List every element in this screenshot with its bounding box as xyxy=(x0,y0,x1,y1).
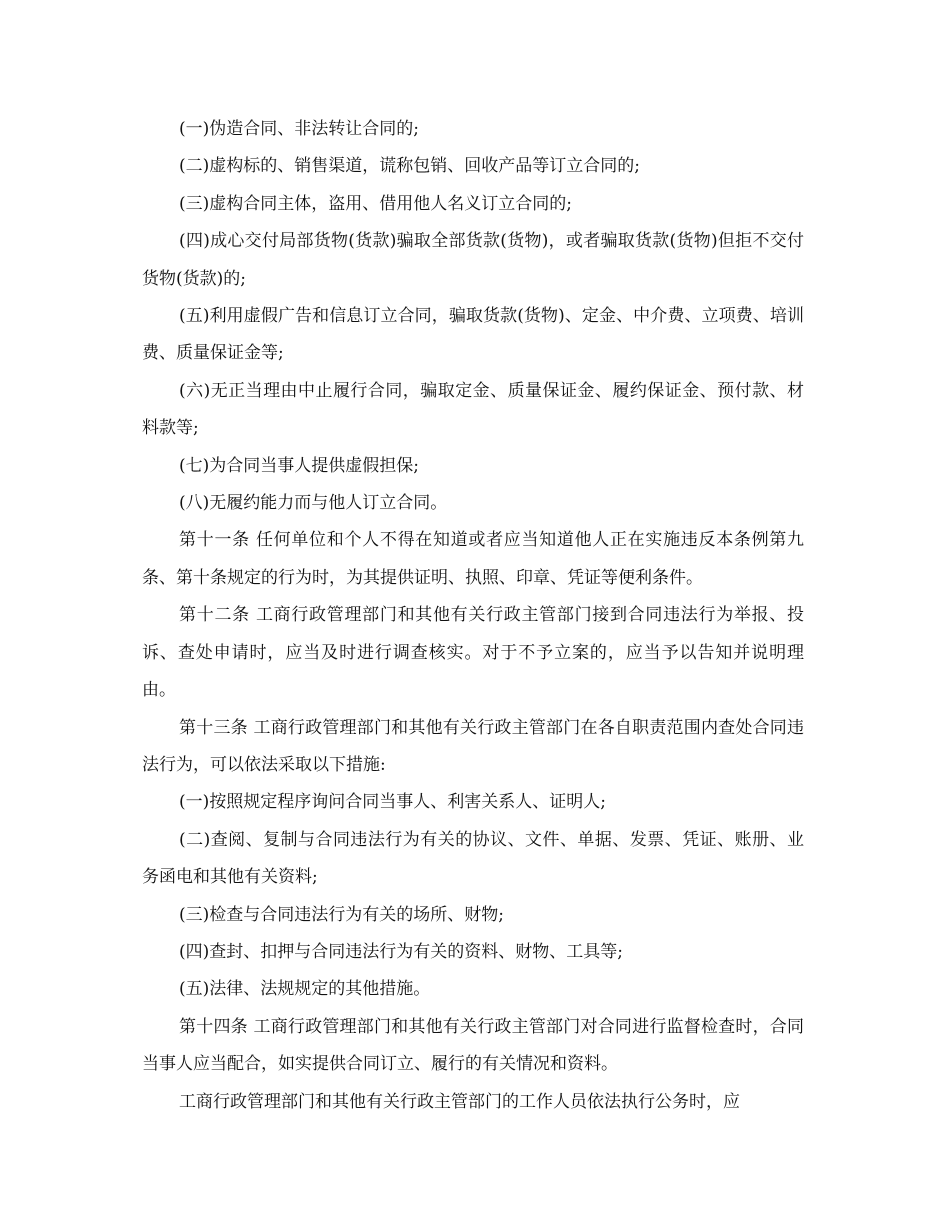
clause-fictitious-party: (三)虚构合同主体，盗用、借用他人名义订立合同的; xyxy=(179,193,573,214)
measure-other: (五)法律、法规规定的其他措施。 xyxy=(179,979,431,1000)
measure-review-copy: (二)查阅、复制与合同违法行为有关的协议、文件、单据、发票、凭证、账册、业务函电和其他有关资料; xyxy=(142,829,804,888)
clause-fictitious-subject-matter: (二)虚构标的、销售渠道，谎称包销、回收产品等订立合同的; xyxy=(179,156,641,177)
clause-unjustified-suspension: (六)无正当理由中止履行合同，骗取定金、质量保证金、履约保证金、预付款、材料款等; xyxy=(142,380,804,439)
clause-fake-contract: (一)伪造合同、非法转让合同的; xyxy=(179,119,420,139)
measure-inspection: (三)检查与合同违法行为有关的场所、财物; xyxy=(179,904,505,925)
clause-partial-delivery-fraud: (四)成心交付局部货物(货款)骗取全部货款(货物)，或者骗取货款(货物)但拒不交付货物(货款)的; xyxy=(142,231,804,289)
clause-false-advertising: (五)利用虚假广告和信息订立合同，骗取货款(货物)、定金、中介费、立项费、培训费、质量保证金等; xyxy=(142,306,804,364)
article-14: 第十四条 工商行政管理部门和其他有关行政主管部门对合同进行监督检查时，合同当事人应当配合，如实提供合同订立、履行的有关情况和资料。 xyxy=(142,1016,804,1075)
article-13: 第十三条 工商行政管理部门和其他有关行政主管部门在各自职责范围内查处合同违法行为，可以依法采取以下措施: xyxy=(142,717,804,775)
article-14-continued: 工商行政管理部门和其他有关行政主管部门的工作人员依法执行公务时，应 xyxy=(179,1091,741,1112)
article-12: 第十二条 工商行政管理部门和其他有关行政主管部门接到合同违法行为举报、投诉、查处申请时，应当及时进行调查核实。对于不予立案的，应当予以告知并说明理由。 xyxy=(142,605,804,701)
article-11: 第十一条 任何单位和个人不得在知道或者应当知道他人正在实施违反本条例第九条、第十条规定的行为时，为其提供证明、执照、印章、凭证等便利条件。 xyxy=(142,530,804,588)
measure-inquiry: (一)按照规定程序询问合同当事人、利害关系人、证明人; xyxy=(179,792,607,813)
clause-false-guarantee: (七)为合同当事人提供虚假担保; xyxy=(179,455,420,476)
document-body xyxy=(142,111,804,1121)
measure-seizure: (四)查封、扣押与合同违法行为有关的资料、财物、工具等; xyxy=(179,941,624,962)
clause-no-performance-capacity: (八)无履约能力而与他人订立合同。 xyxy=(179,493,448,514)
